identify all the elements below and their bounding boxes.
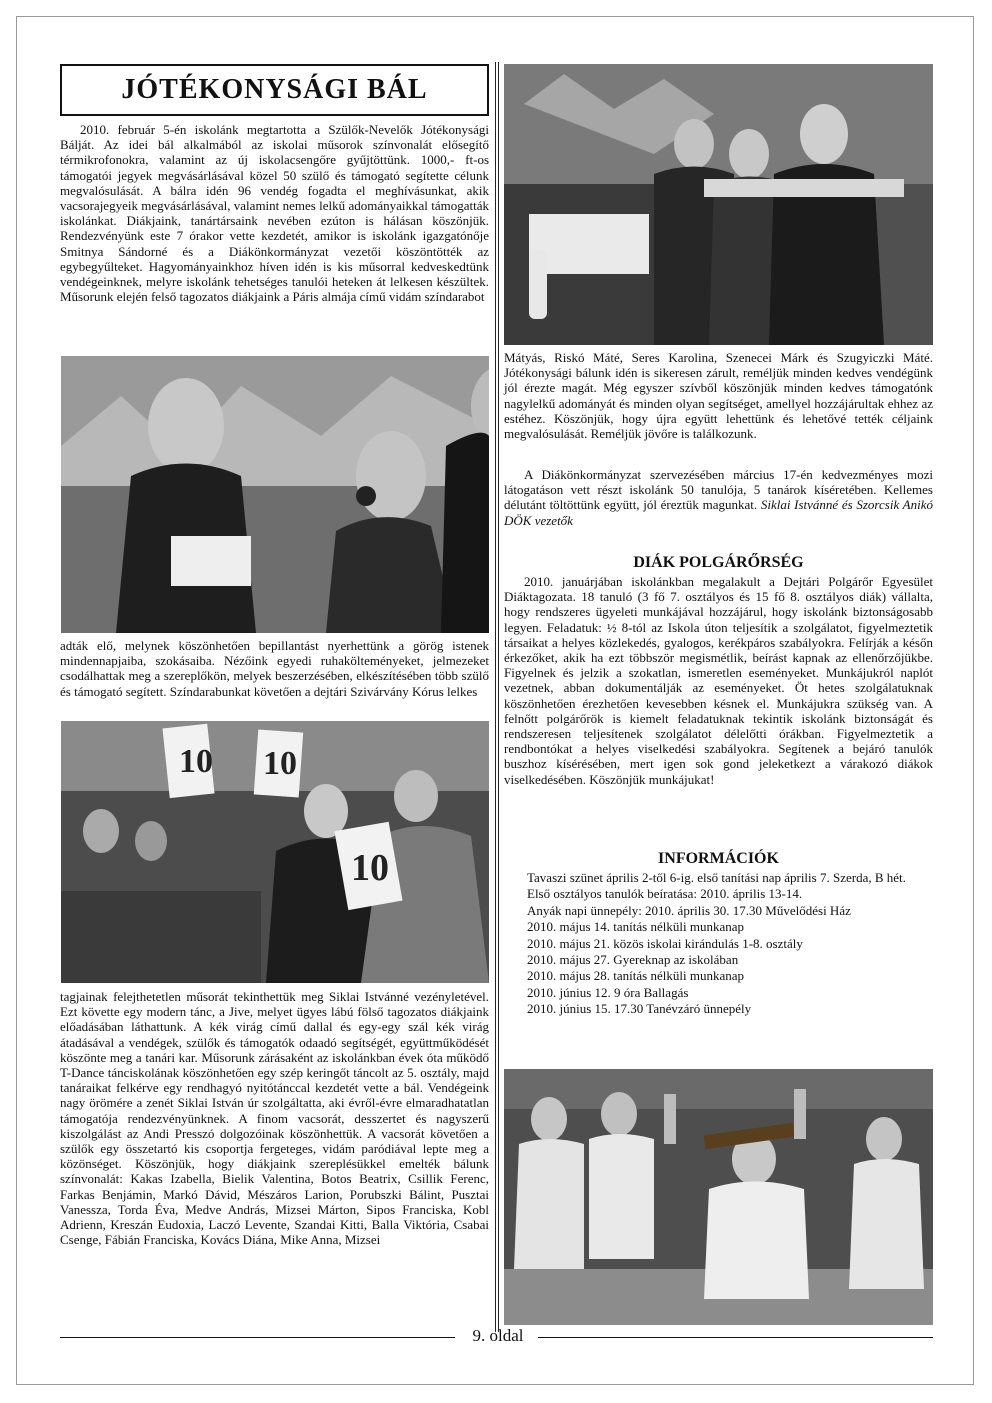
photo-parody-image <box>504 1069 933 1325</box>
info-item: 2010. május 28. tanítás nélküli munkanap <box>527 968 744 984</box>
column-divider <box>495 62 499 1332</box>
footer-line-left <box>60 1337 455 1338</box>
patrol-heading: DIÁK POLGÁRŐRSÉG <box>633 554 804 571</box>
cinema-paragraph: A Diákönkormányzat szervezésében március 17-én kedvezményes mozi látogatáson vett részt iskolánk 50 tanulója, 5 tanárok kíséretében. Kellemes délutánt töltöttünk együtt, jól éreztük magunkat. <box>504 467 933 513</box>
article-text-top: 2010. február 5-én iskolánk megtartotta a Szülők-Nevelők Jótékonysági Bálját. Az idei bál alkalmából az iskolai műsorok színvonalát elősegítő térmikrofonokra, valamint az új iskolacsengőre gyűjtöttünk. 1000,- ft-os támogatói jegyek megvásárlásával közel 50 szülő és támogató segítette célunk megvalósulását. A bálra idén 96 vendég fogadta el meghívásunkat, akik vacsorajegyeik megvásárlásával, valamint nemes lelkű adományaikkal támogatták iskolánkat. Diákjaink, tanártársaink nevében ezúton is hálásan köszönjük. Rendezvényünk este 7 órakor vette kezdetét, amikor is iskolánk igazgatónője Smitnya Sándorné és a Diákönkormányzat vezetői köszöntötték az egybegyűlteket. Hagyományainkhoz híven idén is kis műsorral kedveskedtünk vendégeinknek, melyre iskolánk tehetséges tanulói heteken át lelkesen készültek. Műsorunk elején felső tagozatos diákjaink a Páris almája című vidám színdarabot <box>60 122 489 305</box>
info-item: 2010. június 15. 17.30 Tanévzáró ünnepély <box>527 1001 752 1017</box>
article-text-mid: adták elő, melynek köszönhetően bepillantást nyerhettünk a görög istenek mindennapjaiba, szokásaiba. Nézőink egyedi ruhakölteményeket, jelmezeket csodálhattak meg a szereplőkön, melyek beszerzésében, elkészítésében több szülő és támogató segített. Színdarabunkat követően a dejtári Szivárvány Kórus lelkes <box>60 638 489 699</box>
photo-dance <box>504 64 933 345</box>
info-item: Tavaszi szünet április 2-től 6-ig. első tanítási nap április 7. Szerda, B hét. <box>527 870 906 885</box>
footer-line-right <box>538 1337 933 1338</box>
page-number: 9. oldal <box>472 1326 524 1345</box>
info-item: 2010. június 12. 9 óra Ballagás <box>527 984 689 1000</box>
info-item: Anyák napi ünnepély: 2010. április 30. 17.30 Művelődési Ház <box>527 902 851 918</box>
patrol-text: 2010. januárjában iskolánkban megalakult a Dejtári Polgárőr Egyesület Diáktagozata. 18 tanuló (3 fő 7. osztályos és 15 fő 8. osztályos diák) vállalta, hogy rendszeres ügyeleti munkájával hozzájárul, hogy iskolánk biztonságosabb legyen. Feladatuk: ½ 8-tól az Iskola úton teljesítik a szolgálatot, figyelmeztetik társaikat a helyes közlekedés, gyalogos, kerékpáros szabályokra. Felírják a későn érkezőket, akik ha ezt többször megismétlik, beírást kapnak az ellenőrzőjükbe. Figyelnek és jelzik a szokatlan, ismeretlen eseményeket. Munkájukról naplót vezetnek, abban dokumentálják az eseményeket. Öt hetes szolgálatuknak köszönhetően érezhetően kevesebben késnek el. Munkájukra szükség van. A felnőtt polgárőrök is kiemelt feladatuknak tekintik iskolánk biztonságát és rendszeresen teljesítenek szolgálatot délelőtti órákban. Figyelmeztetik a rendbontókat a helyes viselkedési szabályokra. Segítenek a bejáró tanulók buszhoz kísérésében, mert igen sok gond jeleketkezt a várakozó diákok viselkedésében. Köszönjük munkájukat! <box>504 574 933 787</box>
photo-hostesses-image <box>61 356 489 633</box>
info-item: Első osztályos tanulók beíratása: 2010. április 13-14. <box>527 886 803 902</box>
score-sign-1: 10 <box>179 743 213 780</box>
score-sign-3: 10 <box>351 847 389 889</box>
article-title-box <box>60 64 489 116</box>
photo-parody <box>504 1069 933 1325</box>
photo-jury <box>61 721 489 983</box>
cinema-text <box>504 467 933 528</box>
photo-hostesses <box>61 356 489 633</box>
info-item: 2010. május 21. közös iskolai kirándulás 1-8. osztály <box>527 935 803 951</box>
info-item: 2010. május 14. tanítás nélküli munkanap <box>527 919 744 935</box>
article-title: JÓTÉKONYSÁGI BÁL <box>121 74 428 105</box>
info-heading: INFORMÁCIÓK <box>658 850 779 867</box>
photo-dance-image <box>504 64 933 345</box>
score-sign-2: 10 <box>263 745 297 782</box>
info-item: 2010. május 27. Gyereknap az iskolában <box>527 952 739 968</box>
article-text-right: Mátyás, Riskó Máté, Seres Karolina, Szenecei Márk és Szugyiczki Máté. Jótékonysági bálunk idén is sikeresen zárult, reméljük minden kedves vendégünk jól érezte magát. Még egyszer szívből köszönjük minden kedves támogatónk nagylelkű adományát és minden olyan segítséget, amellyel hozzájárultak ehhez az estéhez. Köszönjük, hogy újra együtt lehettünk és lehetővé tették céljaink megvalósulását. Reméljük jövőre is találkozunk. <box>504 350 933 442</box>
cinema-signature: Siklai Istvánné és Szorcsik Anikó DÖK vezetők <box>504 497 933 528</box>
info-list <box>527 870 937 1018</box>
article-text-bottom: tagjainak felejthetetlen műsorát tekinthettük meg Siklai Istvánné vezényletével. Ezt követte egy modern tánc, a Jive, melyet ügyes lábú fölső tagozatos diákjaink előadásában láthattunk. A kék virág című dallal és egy-egy szál kék virág átadásával a vendégek, szülők és támogatók odaadó segítségét, együttműködését köszönte meg a tanári kar. Műsorunk zárásaként az iskolánkban évek óta működő T-Dance tánciskolának köszönhetően egy szép keringőt táncolt az 5. osztály, majd tanáraikat felkérve egy rendhagyó nyitótánccal kezdetét vette a bál. Vendégeink nagy örömére a zenét Siklai István úr szolgáltatta, aki évről-évre elmaradhatatlan támogatója rendezvényünknek. A finom vacsorát, desszertet és nagyszerű kiszolgálást az Andi Presszó dolgozóinak köszönhettük. A vacsorát követően a szülők egy összetartó kis csoportja fergeteges, vidám paródiával lepte meg a közönséget. Köszönjük, hogy diákjaink szereplésükkel emelték bálunk színvonalát: Kakas Izabella, Bielik Valentina, Botos Beatrix, Csillik Ferenc, Farkas Benjámin, Markó Dávid, Mészáros Larion, Porubszki Bálint, Pusztai Vanessza, Torda Éva, Medve András, Mizsei Márton, Sipos Franciska, Kobl Adrienn, Kreszán Eudoxia, Laczó Levente, Szandai Kitti, Balla Viktória, Csabai Csenge, Fábián Franciska, Kovács Diána, Mike Anna, Mizsei <box>60 989 489 1248</box>
